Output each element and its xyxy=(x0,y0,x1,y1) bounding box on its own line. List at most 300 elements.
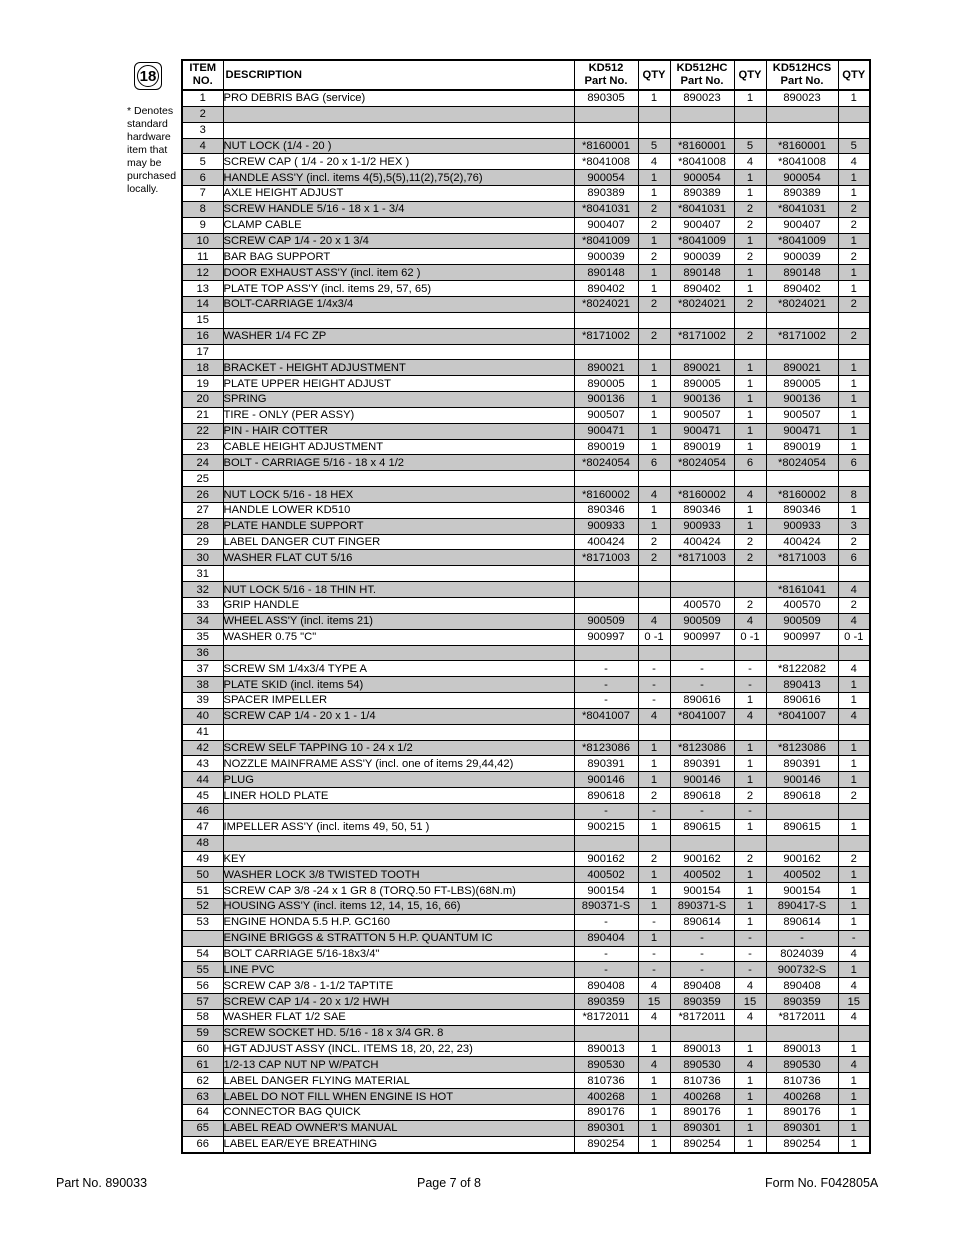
cell-kd512-part xyxy=(574,566,638,582)
cell-kd512hcs-part: 890413 xyxy=(766,677,838,693)
cell-kd512hcs-qty xyxy=(838,122,870,138)
cell-kd512-part: 890254 xyxy=(574,1136,638,1152)
cell-item-no: 8 xyxy=(182,201,223,217)
cell-kd512hcs-part: 890176 xyxy=(766,1105,838,1121)
table-row xyxy=(182,455,870,471)
cell-description: CABLE HEIGHT ADJUSTMENT xyxy=(223,439,574,455)
cell-kd512hc-part: 890530 xyxy=(670,1057,734,1073)
cell-kd512hcs-qty xyxy=(838,724,870,740)
cell-kd512hcs-part: 400570 xyxy=(766,598,838,614)
cell-description: WASHER LOCK 3/8 TWISTED TOOTH xyxy=(223,867,574,883)
cell-item-no xyxy=(182,930,223,946)
cell-kd512hcs-part: 900507 xyxy=(766,407,838,423)
cell-kd512hc-part xyxy=(670,312,734,328)
cell-description: SCREW CAP 1/4 - 20 x 1 - 1/4 xyxy=(223,708,574,724)
cell-kd512hc-part: *8024054 xyxy=(670,455,734,471)
cell-kd512-qty: - xyxy=(638,946,670,962)
cell-kd512-part: *8123086 xyxy=(574,740,638,756)
cell-kd512hc-part: 900154 xyxy=(670,883,734,899)
cell-kd512hc-part: 400502 xyxy=(670,867,734,883)
cell-kd512hc-qty xyxy=(734,122,766,138)
table-row xyxy=(182,867,870,883)
cell-kd512hc-qty: - xyxy=(734,803,766,819)
cell-kd512hcs-qty: 2 xyxy=(838,328,870,344)
cell-kd512hc-qty: 1 xyxy=(734,899,766,915)
cell-kd512-qty: 1 xyxy=(638,423,670,439)
cell-kd512hc-qty: 1 xyxy=(734,407,766,423)
cell-item-no: 1 xyxy=(182,90,223,106)
cell-kd512-qty: 1 xyxy=(638,740,670,756)
cell-kd512-part xyxy=(574,312,638,328)
cell-kd512hcs-part: 890019 xyxy=(766,439,838,455)
cell-kd512-qty: 1 xyxy=(638,170,670,186)
cell-kd512-part: - xyxy=(574,962,638,978)
cell-kd512-part: 890408 xyxy=(574,978,638,994)
header-qty-kd512hcs: QTY xyxy=(838,60,870,90)
cell-kd512hcs-qty: 2 xyxy=(838,249,870,265)
cell-kd512-part: - xyxy=(574,914,638,930)
cell-kd512hc-part: 890301 xyxy=(670,1120,734,1136)
cell-kd512-qty: 1 xyxy=(638,376,670,392)
cell-kd512hc-qty: 2 xyxy=(734,788,766,804)
cell-kd512hcs-qty: 1 xyxy=(838,772,870,788)
cell-kd512-part: 890021 xyxy=(574,360,638,376)
table-row xyxy=(182,1136,870,1152)
cell-item-no: 36 xyxy=(182,645,223,661)
table-row xyxy=(182,819,870,835)
cell-item-no: 18 xyxy=(182,360,223,376)
cell-kd512hcs-part: 890417-S xyxy=(766,899,838,915)
cell-kd512hc-qty xyxy=(734,645,766,661)
cell-description xyxy=(223,106,574,122)
cell-kd512hcs-qty: 2 xyxy=(838,788,870,804)
cell-item-no: 50 xyxy=(182,867,223,883)
table-row xyxy=(182,693,870,709)
cell-kd512-qty: 1 xyxy=(638,281,670,297)
cell-kd512-part: 400268 xyxy=(574,1089,638,1105)
cell-kd512-part: 900997 xyxy=(574,629,638,645)
cell-item-no: 25 xyxy=(182,471,223,487)
table-header xyxy=(182,60,870,90)
cell-kd512hc-part: - xyxy=(670,803,734,819)
cell-kd512hc-qty: 1 xyxy=(734,360,766,376)
cell-kd512hc-qty: 4 xyxy=(734,154,766,170)
cell-kd512hcs-qty: 4 xyxy=(838,708,870,724)
cell-description: SCREW CAP 1/4 - 20 x 1/2 HWH xyxy=(223,994,574,1010)
cell-description: ENGINE HONDA 5.5 H.P. GC160 xyxy=(223,914,574,930)
cell-kd512hcs-qty: 2 xyxy=(838,534,870,550)
cell-kd512-part: *8041007 xyxy=(574,708,638,724)
cell-item-no: 64 xyxy=(182,1105,223,1121)
table-row xyxy=(182,376,870,392)
cell-kd512hc-part: *8160002 xyxy=(670,487,734,503)
cell-kd512-part: 890402 xyxy=(574,281,638,297)
cell-item-no: 43 xyxy=(182,756,223,772)
cell-kd512hcs-part: *8123086 xyxy=(766,740,838,756)
cell-kd512hc-qty: 1 xyxy=(734,914,766,930)
header-description: DESCRIPTION xyxy=(223,60,574,90)
cell-description xyxy=(223,344,574,360)
table-row xyxy=(182,487,870,503)
cell-kd512hcs-qty: 1 xyxy=(838,899,870,915)
cell-item-no: 58 xyxy=(182,1009,223,1025)
cell-description: TIRE - ONLY (PER ASSY) xyxy=(223,407,574,423)
cell-item-no: 6 xyxy=(182,170,223,186)
table-row xyxy=(182,471,870,487)
cell-kd512hcs-qty: 2 xyxy=(838,851,870,867)
cell-kd512-part: 890301 xyxy=(574,1120,638,1136)
cell-kd512-part: 890346 xyxy=(574,502,638,518)
cell-kd512-part: 900136 xyxy=(574,392,638,408)
cell-kd512-qty: 2 xyxy=(638,249,670,265)
cell-kd512-qty xyxy=(638,122,670,138)
cell-kd512hcs-qty xyxy=(838,344,870,360)
cell-kd512hc-part: 900146 xyxy=(670,772,734,788)
cell-item-no: 45 xyxy=(182,788,223,804)
cell-kd512hc-part xyxy=(670,471,734,487)
table-row xyxy=(182,1057,870,1073)
cell-kd512hcs-part: 900146 xyxy=(766,772,838,788)
cell-kd512hcs-part: 400424 xyxy=(766,534,838,550)
cell-kd512hcs-part: *8041007 xyxy=(766,708,838,724)
cell-kd512hc-qty: - xyxy=(734,930,766,946)
cell-item-no: 21 xyxy=(182,407,223,423)
cell-item-no: 48 xyxy=(182,835,223,851)
cell-kd512hc-part: 900509 xyxy=(670,613,734,629)
cell-item-no: 12 xyxy=(182,265,223,281)
cell-item-no: 55 xyxy=(182,962,223,978)
cell-description: LABEL DANGER FLYING MATERIAL xyxy=(223,1073,574,1089)
cell-kd512hcs-part: 890301 xyxy=(766,1120,838,1136)
cell-kd512hcs-part: *8171003 xyxy=(766,550,838,566)
cell-item-no: 35 xyxy=(182,629,223,645)
cell-item-no: 61 xyxy=(182,1057,223,1073)
cell-kd512-part: 400424 xyxy=(574,534,638,550)
cell-kd512-qty: 1 xyxy=(638,90,670,106)
cell-kd512-part: 890176 xyxy=(574,1105,638,1121)
cell-kd512hcs-qty: 1 xyxy=(838,1041,870,1057)
table-row xyxy=(182,407,870,423)
cell-kd512hcs-qty: 4 xyxy=(838,582,870,598)
table-row xyxy=(182,851,870,867)
cell-kd512hcs-qty: 1 xyxy=(838,170,870,186)
cell-kd512hc-part: 900136 xyxy=(670,392,734,408)
cell-kd512hcs-qty xyxy=(838,566,870,582)
parts-table xyxy=(181,59,871,1154)
header-qty-kd512: QTY xyxy=(638,60,670,90)
cell-item-no: 54 xyxy=(182,946,223,962)
cell-kd512hc-part: 810736 xyxy=(670,1073,734,1089)
cell-kd512hc-part: 890148 xyxy=(670,265,734,281)
cell-kd512hc-qty: 1 xyxy=(734,518,766,534)
cell-item-no: 59 xyxy=(182,1025,223,1041)
cell-kd512hc-qty: 1 xyxy=(734,502,766,518)
cell-kd512hcs-qty: 1 xyxy=(838,1136,870,1152)
cell-kd512hcs-part: 900054 xyxy=(766,170,838,186)
cell-description: ENGINE BRIGGS & STRATTON 5 H.P. QUANTUM IC xyxy=(223,930,574,946)
cell-kd512hcs-part: 900471 xyxy=(766,423,838,439)
cell-kd512hcs-qty: 1 xyxy=(838,392,870,408)
cell-kd512hc-qty xyxy=(734,1025,766,1041)
cell-description xyxy=(223,724,574,740)
table-row xyxy=(182,677,870,693)
footer-part-number: Part No. 890033 xyxy=(56,1176,148,1190)
cell-kd512-part xyxy=(574,122,638,138)
table-row xyxy=(182,788,870,804)
cell-kd512hc-qty xyxy=(734,566,766,582)
cell-kd512-qty: 4 xyxy=(638,978,670,994)
cell-kd512-part xyxy=(574,645,638,661)
cell-kd512hcs-part: 8024039 xyxy=(766,946,838,962)
cell-kd512hcs-part: 900162 xyxy=(766,851,838,867)
cell-kd512hcs-part: *8041009 xyxy=(766,233,838,249)
cell-kd512hcs-qty: 1 xyxy=(838,439,870,455)
cell-kd512hc-part: 900471 xyxy=(670,423,734,439)
cell-description: HGT ADJUST ASSY (INCL. ITEMS 18, 20, 22, 23) xyxy=(223,1041,574,1057)
table-row xyxy=(182,122,870,138)
table-row xyxy=(182,1009,870,1025)
cell-kd512hc-qty: 2 xyxy=(734,851,766,867)
cell-kd512-qty: 1 xyxy=(638,502,670,518)
cell-kd512-qty xyxy=(638,344,670,360)
cell-kd512-qty: 2 xyxy=(638,201,670,217)
cell-kd512hcs-qty: 2 xyxy=(838,201,870,217)
cell-description: NUT LOCK 5/16 - 18 HEX xyxy=(223,487,574,503)
cell-kd512-qty: 1 xyxy=(638,518,670,534)
cell-kd512hc-part: 900162 xyxy=(670,851,734,867)
cell-kd512-part: 900407 xyxy=(574,217,638,233)
cell-kd512hcs-part xyxy=(766,122,838,138)
cell-kd512-qty: 5 xyxy=(638,138,670,154)
cell-kd512hc-part: 890614 xyxy=(670,914,734,930)
cell-kd512hc-part: *8172011 xyxy=(670,1009,734,1025)
cell-item-no: 3 xyxy=(182,122,223,138)
table-row xyxy=(182,582,870,598)
footer-page-number: Page 7 of 8 xyxy=(417,1176,481,1190)
cell-description: PRO DEBRIS BAG (service) xyxy=(223,90,574,106)
cell-kd512hc-qty: 2 xyxy=(734,249,766,265)
cell-kd512hc-part: 900407 xyxy=(670,217,734,233)
cell-kd512-part: 900215 xyxy=(574,819,638,835)
cell-kd512hcs-part: 890148 xyxy=(766,265,838,281)
cell-kd512hc-qty: 1 xyxy=(734,439,766,455)
cell-kd512hc-part: *8041009 xyxy=(670,233,734,249)
cell-kd512-qty xyxy=(638,724,670,740)
cell-kd512-part: *8024054 xyxy=(574,455,638,471)
cell-description xyxy=(223,312,574,328)
cell-kd512hcs-part: 890346 xyxy=(766,502,838,518)
cell-kd512-part: - xyxy=(574,946,638,962)
cell-item-no: 57 xyxy=(182,994,223,1010)
cell-kd512hc-qty: 4 xyxy=(734,1009,766,1025)
cell-kd512hc-qty: 2 xyxy=(734,296,766,312)
cell-kd512-qty xyxy=(638,645,670,661)
cell-kd512-qty: 1 xyxy=(638,1041,670,1057)
cell-kd512hcs-part: 900154 xyxy=(766,883,838,899)
cell-kd512-qty: - xyxy=(638,914,670,930)
header-kd512-part: KD512 Part No. xyxy=(574,60,638,90)
cell-kd512-qty: 2 xyxy=(638,328,670,344)
cell-kd512-qty: - xyxy=(638,693,670,709)
cell-kd512hcs-qty: 1 xyxy=(838,740,870,756)
cell-kd512hc-part: 890005 xyxy=(670,376,734,392)
cell-kd512-qty: 1 xyxy=(638,1136,670,1152)
cell-item-no: 52 xyxy=(182,899,223,915)
table-row xyxy=(182,106,870,122)
cell-kd512hc-qty: - xyxy=(734,946,766,962)
cell-kd512-qty: 2 xyxy=(638,217,670,233)
cell-description: LABEL EAR/EYE BREATHING xyxy=(223,1136,574,1152)
cell-kd512hc-qty: 4 xyxy=(734,708,766,724)
cell-description: BOLT CARRIAGE 5/16-18x3/4" xyxy=(223,946,574,962)
cell-kd512hc-part xyxy=(670,835,734,851)
cell-kd512hc-qty: 1 xyxy=(734,1073,766,1089)
cell-kd512hcs-qty: 1 xyxy=(838,883,870,899)
cell-kd512hc-part: 890254 xyxy=(670,1136,734,1152)
cell-description: PLATE HANDLE SUPPORT xyxy=(223,518,574,534)
table-row xyxy=(182,994,870,1010)
cell-description: HANDLE ASS'Y (incl. items 4(5),5(5),11(2),75(2),76) xyxy=(223,170,574,186)
cell-kd512hcs-part xyxy=(766,803,838,819)
cell-item-no: 2 xyxy=(182,106,223,122)
cell-kd512hc-part: *8041007 xyxy=(670,708,734,724)
cell-kd512hcs-part: 890359 xyxy=(766,994,838,1010)
cell-item-no: 66 xyxy=(182,1136,223,1152)
cell-kd512hc-qty: 1 xyxy=(734,1089,766,1105)
cell-kd512-qty: 2 xyxy=(638,534,670,550)
cell-kd512hc-part: 890618 xyxy=(670,788,734,804)
cell-kd512hc-part: *8160001 xyxy=(670,138,734,154)
cell-kd512hcs-qty: 1 xyxy=(838,1089,870,1105)
cell-kd512-part: 890305 xyxy=(574,90,638,106)
cell-item-no: 20 xyxy=(182,392,223,408)
cell-kd512hcs-part: 890402 xyxy=(766,281,838,297)
cell-kd512hcs-part: *8024021 xyxy=(766,296,838,312)
cell-kd512hcs-qty xyxy=(838,835,870,851)
cell-kd512hc-qty: 1 xyxy=(734,376,766,392)
cell-kd512hc-part: *8171002 xyxy=(670,328,734,344)
cell-kd512hc-part: 900054 xyxy=(670,170,734,186)
cell-description: PLUG xyxy=(223,772,574,788)
table-row xyxy=(182,598,870,614)
cell-kd512hcs-qty: 5 xyxy=(838,138,870,154)
cell-kd512hc-part: - xyxy=(670,661,734,677)
cell-kd512hc-part xyxy=(670,566,734,582)
cell-kd512hcs-qty: 4 xyxy=(838,661,870,677)
cell-kd512-qty: 4 xyxy=(638,1057,670,1073)
cell-kd512-qty: 1 xyxy=(638,392,670,408)
cell-kd512hcs-qty xyxy=(838,312,870,328)
cell-kd512hcs-part: *8160001 xyxy=(766,138,838,154)
cell-kd512hc-qty: 1 xyxy=(734,1120,766,1136)
cell-kd512hcs-qty: 4 xyxy=(838,1009,870,1025)
cell-description: BOLT - CARRIAGE 5/16 - 18 x 4 1/2 xyxy=(223,455,574,471)
cell-kd512-qty xyxy=(638,312,670,328)
cell-kd512hc-part: - xyxy=(670,946,734,962)
cell-kd512hcs-qty: 1 xyxy=(838,867,870,883)
cell-kd512hc-part xyxy=(670,724,734,740)
table-row xyxy=(182,186,870,202)
cell-item-no: 46 xyxy=(182,803,223,819)
cell-kd512hc-part: 900997 xyxy=(670,629,734,645)
cell-description: SCREW SM 1/4x3/4 TYPE A xyxy=(223,661,574,677)
table-row xyxy=(182,740,870,756)
cell-description: DOOR EXHAUST ASS'Y (incl. item 62 ) xyxy=(223,265,574,281)
cell-kd512hcs-part: 890616 xyxy=(766,693,838,709)
cell-item-no: 34 xyxy=(182,613,223,629)
cell-kd512-part: 900146 xyxy=(574,772,638,788)
table-row xyxy=(182,1025,870,1041)
cell-item-no: 23 xyxy=(182,439,223,455)
cell-kd512hc-qty: 4 xyxy=(734,613,766,629)
cell-item-no: 5 xyxy=(182,154,223,170)
cell-kd512hc-qty: - xyxy=(734,962,766,978)
cell-kd512hc-qty: 2 xyxy=(734,598,766,614)
cell-kd512hc-qty: 2 xyxy=(734,201,766,217)
cell-kd512hc-qty: 1 xyxy=(734,772,766,788)
table-row xyxy=(182,914,870,930)
cell-kd512hcs-qty xyxy=(838,106,870,122)
cell-kd512-qty: - xyxy=(638,962,670,978)
table-row xyxy=(182,946,870,962)
cell-kd512hc-qty: 4 xyxy=(734,487,766,503)
cell-kd512-part: - xyxy=(574,693,638,709)
cell-kd512-part: *8160001 xyxy=(574,138,638,154)
table-row xyxy=(182,1073,870,1089)
table-row xyxy=(182,550,870,566)
table-row xyxy=(182,962,870,978)
cell-kd512hc-qty: 1 xyxy=(734,1136,766,1152)
cell-kd512hc-part: 900507 xyxy=(670,407,734,423)
table-row xyxy=(182,170,870,186)
cell-kd512hcs-part: 900039 xyxy=(766,249,838,265)
cell-kd512-part: 900509 xyxy=(574,613,638,629)
cell-item-no: 37 xyxy=(182,661,223,677)
cell-kd512-qty: 1 xyxy=(638,1073,670,1089)
cell-kd512hc-part: - xyxy=(670,930,734,946)
cell-description: GRIP HANDLE xyxy=(223,598,574,614)
cell-kd512hc-part: 890359 xyxy=(670,994,734,1010)
cell-kd512hcs-qty: 2 xyxy=(838,598,870,614)
cell-kd512hcs-part: 900136 xyxy=(766,392,838,408)
cell-kd512-qty: 1 xyxy=(638,899,670,915)
cell-kd512-qty: 1 xyxy=(638,756,670,772)
cell-kd512-part: 900039 xyxy=(574,249,638,265)
cell-kd512hc-qty: 2 xyxy=(734,328,766,344)
cell-kd512hc-part: 890346 xyxy=(670,502,734,518)
cell-item-no: 47 xyxy=(182,819,223,835)
cell-kd512-qty xyxy=(638,1025,670,1041)
table-row xyxy=(182,392,870,408)
cell-description xyxy=(223,566,574,582)
cell-kd512hc-qty: 1 xyxy=(734,740,766,756)
table-body xyxy=(182,90,870,1153)
table-row xyxy=(182,90,870,106)
cell-kd512-qty: - xyxy=(638,677,670,693)
cell-kd512hcs-qty: 4 xyxy=(838,946,870,962)
cell-kd512hc-part xyxy=(670,106,734,122)
table-row xyxy=(182,899,870,915)
cell-description: BOLT-CARRIAGE 1/4x3/4 xyxy=(223,296,574,312)
cell-kd512-part: 890391 xyxy=(574,756,638,772)
footer-form-number: Form No. F042805A xyxy=(765,1176,879,1190)
cell-kd512-part: 890618 xyxy=(574,788,638,804)
table-row xyxy=(182,344,870,360)
cell-kd512-qty xyxy=(638,835,670,851)
cell-kd512hc-qty: 4 xyxy=(734,1057,766,1073)
cell-description: WHEEL ASS'Y (incl. items 21) xyxy=(223,613,574,629)
header-kd512hc-part: KD512HC Part No. xyxy=(670,60,734,90)
